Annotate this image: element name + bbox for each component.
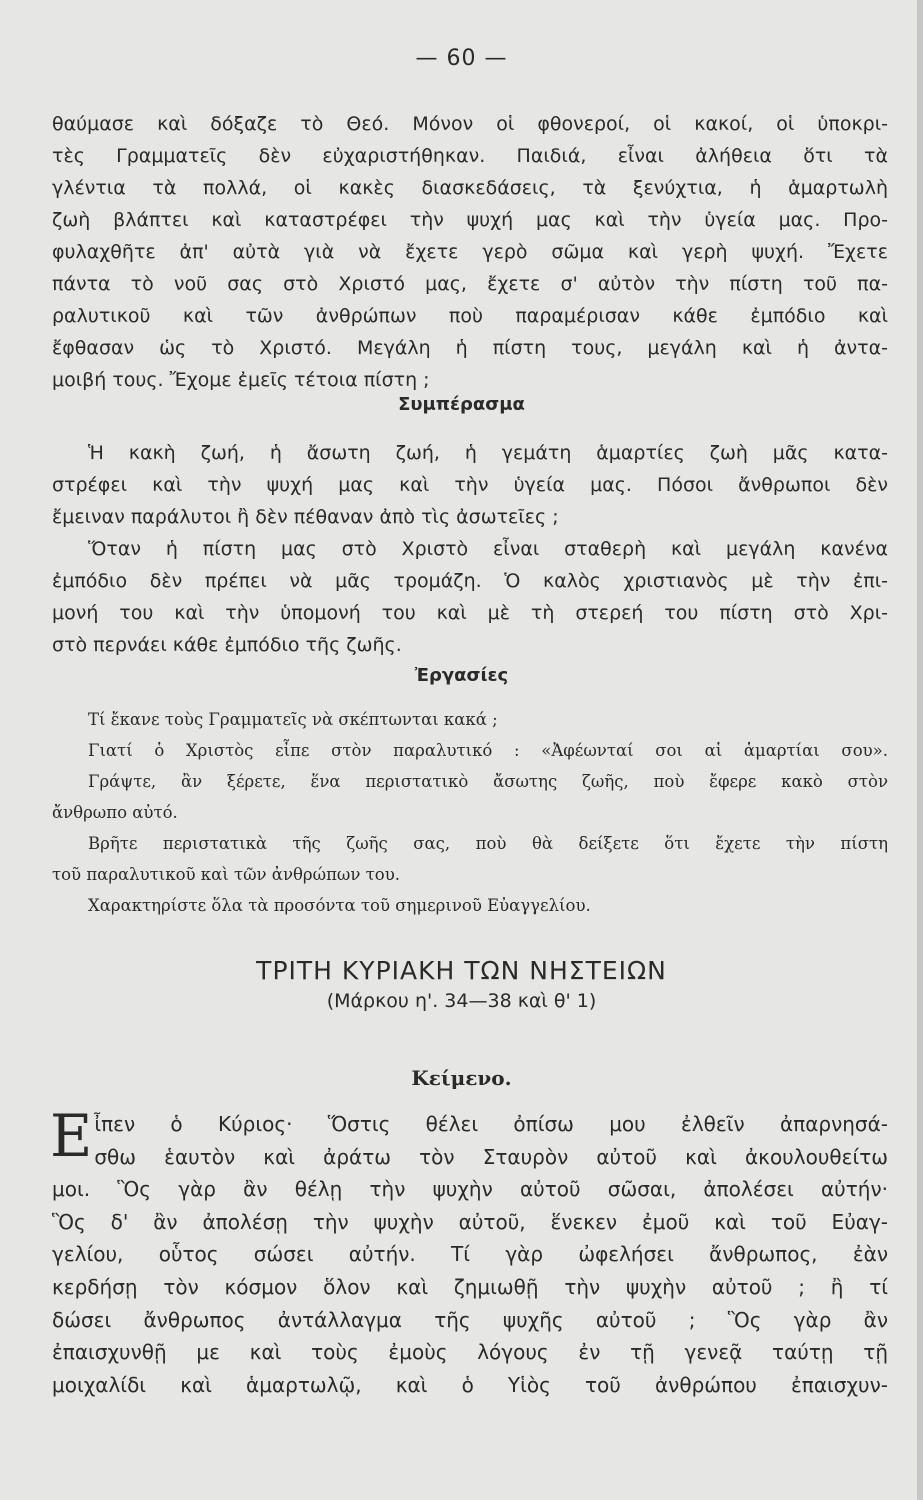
text-line: ἐμπόδιο δὲν πρέπει νὰ μᾶς τρομάζη. Ὁ καλὸς χριστιανὸς μὲ τὴν ἐπι- <box>52 570 888 592</box>
text-line: ἔμειναν παράλυτοι ἢ δὲν πέθαναν ἀπὸ τὶς ἀσωτεῖες ; <box>52 506 559 528</box>
gospel-text <box>50 1102 888 1401</box>
text-line: πάντα τὸ νοῦ σας στὸ Χριστό μας, ἔχετε σ' αὐτὸν τὴν πίστη τοῦ πα- <box>52 273 888 295</box>
text-line: ἔφθασαν ὡς τὸ Χριστό. Μεγάλη ἡ πίστη τους, μεγάλη καὶ ἡ ἀντα- <box>52 337 888 359</box>
section-title: ΤΡΙΤΗ ΚΥΡΙΑΚΗ ΤΩΝ ΝΗΣΤΕΙΩΝ <box>256 956 667 985</box>
task-item: Τί ἔκανε τοὺς Γραμματεῖς νὰ σκέπτωνται κακά ; <box>88 710 498 729</box>
text-line: μοιχαλίδι καὶ ἁμαρτωλῷ, καὶ ὁ Υἱὸς τοῦ ἀνθρώπου ἐπαισχυν- <box>52 1372 888 1397</box>
text-line: Ἡ κακὴ ζωή, ἡ ἄσωτη ζωή, ἡ γεμάτη ἁμαρτίες ζωὴ μᾶς κατα- <box>88 442 888 464</box>
text-line: μονή του καὶ τὴν ὑπομονή του καὶ μὲ τὴ στερεή του πίστη στὸ Χρι- <box>52 602 888 624</box>
task-item: Βρῆτε περιστατικὰ τῆς ζωῆς σας, ποὺ θὰ δείξετε ὅτι ἔχετε τὴν πίστη <box>88 834 888 853</box>
text-line: μοιβή τους. Ἔχομε ἐμεῖς τέτοια πίστη ; <box>52 369 430 391</box>
task-item: Χαρακτηρίστε ὅλα τὰ προσόντα τοῦ σημερινοῦ Εὐαγγελίου. <box>88 896 591 915</box>
text-line: Ὃς δ' ἂν ἀπολέσῃ τὴν ψυχὴν αὐτοῦ, ἕνεκεν ἐμοῦ καὶ τοῦ Εὐαγ- <box>52 1209 888 1234</box>
task-item: τοῦ παραλυτικοῦ καὶ τῶν ἀνθρώπων του. <box>52 865 400 884</box>
text-line: ἐπαισχυνθῇ με καὶ τοὺς ἐμοὺς λόγους ἐν τῇ γενεᾷ ταύτῃ τῇ <box>52 1340 888 1365</box>
text-line: στὸ περνάει κάθε ἐμπόδιο τῆς ζωῆς. <box>52 634 402 656</box>
text-line: γλέντια τὰ πολλά, οἱ κακὲς διασκεδάσεις, τὰ ξενύχτια, ἡ ἁμαρτωλὴ <box>52 177 888 199</box>
section-subtitle: (Μάρκου η'. 34—38 καὶ θ' 1) <box>326 990 597 1012</box>
task-item: Γιατί ὁ Χριστὸς εἶπε στὸν παραλυτικό : «Ἀφέωνταί σοι αἱ ἁμαρτίαι σου». <box>88 741 888 760</box>
tasks-list <box>52 704 888 921</box>
page-number: — 60 — <box>415 46 508 71</box>
text-line: Ὅταν ἡ πίστη μας στὸ Χριστὸ εἶναι σταθερὴ καὶ μεγάλη κανένα <box>88 538 888 560</box>
text-line: κερδήσῃ τὸν κόσμον ὅλον καὶ ζημιωθῇ τὴν ψυχὴν αὐτοῦ ; ἢ τί <box>52 1274 888 1299</box>
conclusion-heading: Συμπέρασμα <box>398 394 525 415</box>
text-line: ζωὴ βλάπτει καὶ καταστρέφει τὴν ψυχή μας καὶ τὴν ὑγεία μας. Προ- <box>52 209 888 231</box>
text-line: τὲς Γραμματεῖς δὲν εὐχαριστήθηκαν. Παιδιά, εἶναι ἀλήθεια ὅτι τὰ <box>52 145 888 167</box>
page-edge-shadow <box>917 0 923 1500</box>
tasks-heading: Ἐργασίες <box>414 665 509 686</box>
text-line: δώσει ἄνθρωπος ἀντάλλαγμα τῆς ψυχῆς αὐτοῦ ; Ὃς γὰρ ἂν <box>52 1307 888 1332</box>
drop-cap: Ε <box>50 1102 93 1170</box>
intro-paragraph <box>52 108 888 396</box>
text-heading: Κείμενο. <box>411 1066 512 1090</box>
text-line: ραλυτικοῦ καὶ τῶν ἀνθρώπων ποὺ παραμέρισαν κάθε ἐμπόδιο καὶ <box>52 305 888 327</box>
task-item: ἄνθρωπο αὐτό. <box>52 803 178 822</box>
text-line: σθω ἑαυτὸν καὶ ἀράτω τὸν Σταυρὸν αὐτοῦ καὶ ἀκουλουθείτω <box>94 1144 888 1169</box>
text-line: ἶπεν ὁ Κύριος· Ὅστις θέλει ὀπίσω μου ἐλθεῖν ἀπαρνησά- <box>94 1112 888 1136</box>
conclusion-paragraph <box>52 437 888 661</box>
text-line: γελίου, οὗτος σώσει αὐτήν. Τί γὰρ ὠφελήσει ἄνθρωπος, ἐὰν <box>52 1242 888 1267</box>
task-item: Γράψτε, ἂν ξέρετε, ἕνα περιστατικὸ ἄσωτης ζωῆς, ποὺ ἔφερε κακὸ στὸν <box>88 772 888 791</box>
text-line: μοι. Ὃς γὰρ ἂν θέλῃ τὴν ψυχὴν αὐτοῦ σῶσαι, ἀπολέσει αὐτήν· <box>52 1177 888 1202</box>
text-line: στρέφει καὶ τὴν ψυχή μας καὶ τὴν ὑγεία μας. Πόσοι ἄνθρωποι δὲν <box>52 474 888 496</box>
text-line: θαύμασε καὶ δόξαζε τὸ Θεό. Μόνον οἱ φθονεροί, οἱ κακοί, οἱ ὑποκρι- <box>52 113 888 135</box>
text-line: φυλαχθῆτε ἀπ' αὐτὰ γιὰ νὰ ἔχετε γερὸ σῶμα καὶ γερὴ ψυχή. Ἔχετε <box>52 241 888 263</box>
